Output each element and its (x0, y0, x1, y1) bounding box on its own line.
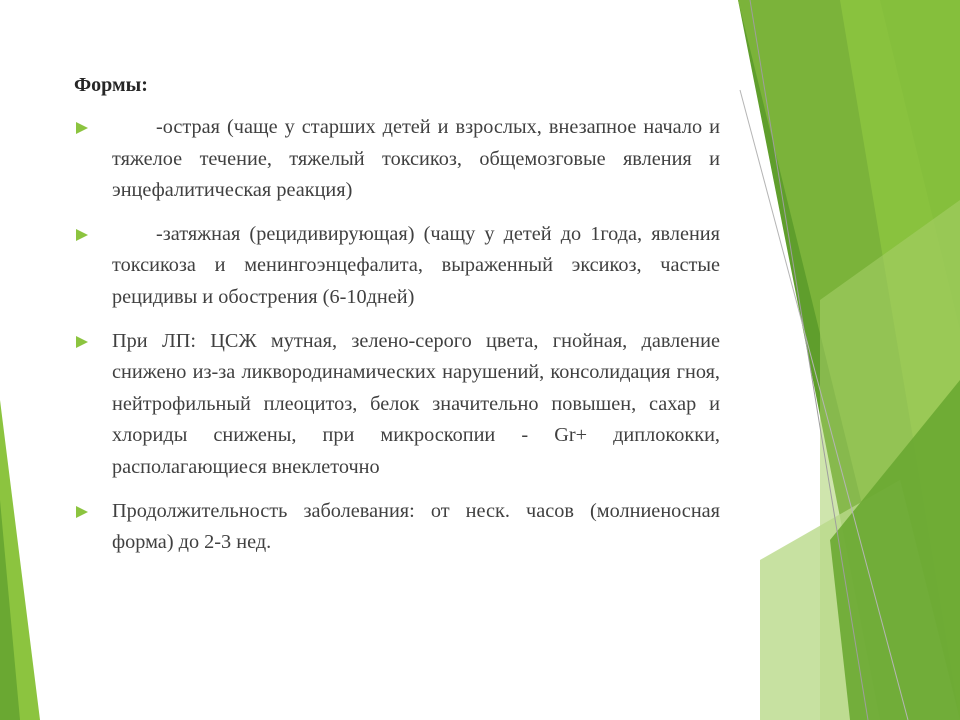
bullet-list (72, 112, 720, 559)
bullet-item (72, 112, 720, 207)
bullet-item (72, 496, 720, 559)
bullet-text: -острая (чаще у старших детей и взрослых, внезапное начало и тяжелое течение, тяжелый токсикоз, общемозговые явления и энцефалитическая реакция) (112, 116, 720, 202)
triangle-right-icon (75, 505, 89, 519)
bullet-text: При ЛП: ЦСЖ мутная, зелено-серого цвета, гнойная, давление снижено из-за ликвородинамических нарушений, консолидация гноя, нейтрофильный плеоцитоз, белок значительно повышен, сахар и хлориды снижены, при микроскопии - Gr+ диплококки, располагающиеся внеклеточно (112, 329, 720, 478)
triangle-right-icon (75, 121, 89, 135)
triangle-right-icon (75, 335, 89, 349)
triangle-right-icon (75, 228, 89, 242)
bullet-text: Продолжительность заболевания: от неск. часов (молниеносная форма) до 2-3 нед. (112, 499, 720, 554)
bullet-item (72, 326, 720, 484)
slide-heading: Формы: (74, 74, 148, 96)
slide-content (72, 72, 720, 571)
bullet-text: -затяжная (рецидивирующая) (чащу у детей до 1года, явления токсикоза и менингоэнцефалита, выраженный эксикоз, частые рецидивы и обострения (6-10дней) (112, 222, 720, 308)
bullet-item (72, 219, 720, 314)
